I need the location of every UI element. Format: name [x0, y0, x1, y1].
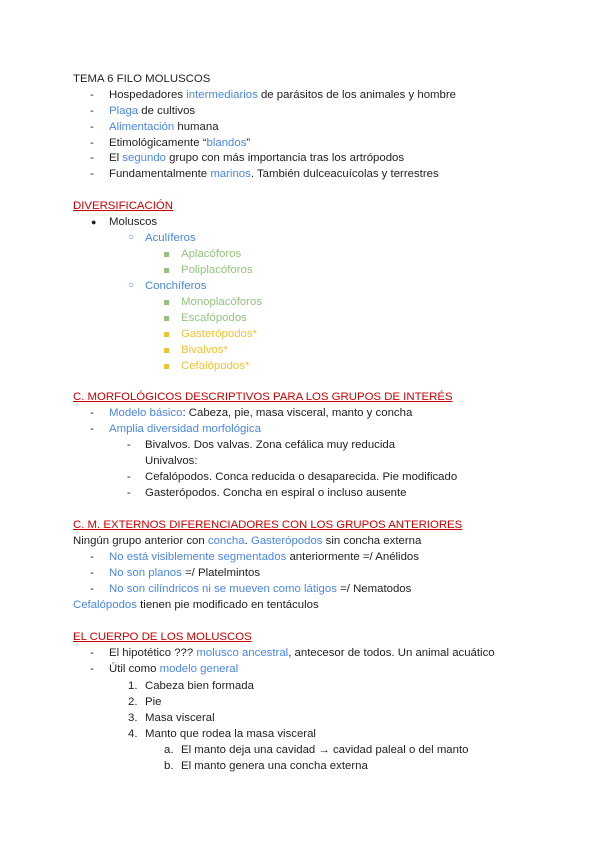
- list-item: Hospedadores intermediarios de parásitos de los animales y hombre: [109, 89, 456, 101]
- numbered-item: Masa visceral: [145, 712, 215, 724]
- list-item: Amplia diversidad morfológica: [109, 423, 261, 435]
- section-heading-cuerpo: EL CUERPO DE LOS MOLUSCOS: [73, 631, 252, 643]
- number-marker: 1.: [128, 680, 138, 692]
- bullet-dot-icon: ●: [91, 217, 97, 227]
- list-item: Alimentación humana: [109, 121, 219, 133]
- numbered-item: Cabeza bien formada: [145, 680, 254, 692]
- list-item: Plaga de cultivos: [109, 105, 196, 117]
- list-item: Gasterópodos. Concha en espiral o incluso ausente: [145, 487, 407, 499]
- tree-node-conchiferos: Conchíferos: [145, 280, 207, 292]
- dash-bullet: -: [90, 121, 94, 133]
- page-title: TEMA 6 FILO MOLUSCOS: [73, 73, 211, 85]
- tree-leaf: Bivalvos*: [181, 344, 228, 356]
- numbered-item: Manto que rodea la masa visceral: [145, 728, 316, 740]
- tree-leaf: Gasterópodos*: [181, 328, 257, 340]
- section-heading-morfologicos: C. MORFOLÓGICOS DESCRIPTIVOS PARA LOS GRUPOS DE INTERÉS: [73, 391, 453, 403]
- section-heading-externos: C. M. EXTERNOS DIFERENCIADORES CON LOS GRUPOS ANTERIORES: [73, 519, 463, 531]
- dash-bullet: -: [90, 423, 94, 435]
- letter-marker: a.: [164, 744, 174, 756]
- paragraph: Cefalópodos tienen pie modificado en tentáculos: [73, 599, 319, 611]
- lettered-item: El manto deja una cavidad → cavidad paleal o del manto: [181, 744, 469, 756]
- tree-node-aculiferos: Aculíferos: [145, 232, 196, 244]
- list-item: El hipotético ??? molusco ancestral, antecesor de todos. Un animal acuático: [109, 647, 495, 659]
- tree-leaf: Aplacóforos: [181, 248, 242, 260]
- dash-bullet: -: [90, 583, 94, 595]
- dash-bullet: -: [90, 567, 94, 579]
- tree-leaf: Monoplacóforos: [181, 296, 263, 308]
- list-item: Útil como modelo general: [109, 663, 239, 675]
- dash-bullet: -: [90, 647, 94, 659]
- list-item: Fundamentalmente marinos. También dulceacuícolas y terrestres: [109, 168, 439, 180]
- list-item: Cefalópodos. Conca reducida o desaparecida. Pie modificado: [145, 471, 458, 483]
- tree-leaf: Poliplacóforos: [181, 264, 253, 276]
- dash-bullet: -: [90, 105, 94, 117]
- paragraph: Ningún grupo anterior con concha. Gasterópodos sin concha externa: [73, 535, 422, 547]
- dash-bullet: -: [90, 89, 94, 101]
- dash-bullet: -: [127, 439, 131, 451]
- numbered-item: Pie: [145, 696, 162, 708]
- number-marker: 4.: [128, 728, 138, 740]
- list-item: Bivalvos. Dos valvas. Zona cefálica muy reducida: [145, 439, 396, 451]
- circle-bullet-icon: ○: [128, 280, 135, 291]
- list-item: Etimológicamente “blandos”: [109, 137, 251, 149]
- list-item: No está visiblemente segmentados anteriormente =/ Anélidos: [109, 551, 419, 563]
- letter-marker: b.: [164, 760, 174, 772]
- dash-bullet: -: [90, 137, 94, 149]
- list-item: No son cilíndricos ni se mueven como látigos =/ Nematodos: [109, 583, 412, 595]
- dash-bullet: -: [90, 551, 94, 563]
- dash-bullet: -: [90, 407, 94, 419]
- circle-bullet-icon: ○: [128, 232, 135, 243]
- dash-bullet: -: [90, 168, 94, 180]
- number-marker: 3.: [128, 712, 138, 724]
- number-marker: 2.: [128, 696, 138, 708]
- tree-leaf: Cefalópodos*: [181, 360, 250, 372]
- dash-bullet: -: [90, 663, 94, 675]
- list-item: No son planos =/ Platelmintos: [109, 567, 261, 579]
- list-item-continuation: Univalvos:: [145, 455, 198, 467]
- list-item: Modelo básico: Cabeza, pie, masa visceral, manto y concha: [109, 407, 413, 419]
- dash-bullet: -: [90, 152, 94, 164]
- section-heading-diversificacion: DIVERSIFICACIÓN: [73, 200, 173, 212]
- tree-leaf: Escafópodos: [181, 312, 247, 324]
- dash-bullet: -: [127, 487, 131, 499]
- lettered-item: El manto genera una concha externa: [181, 760, 368, 772]
- list-item: El segundo grupo con más importancia tras los artrópodos: [109, 152, 405, 164]
- tree-root: Moluscos: [109, 216, 158, 228]
- dash-bullet: -: [127, 471, 131, 483]
